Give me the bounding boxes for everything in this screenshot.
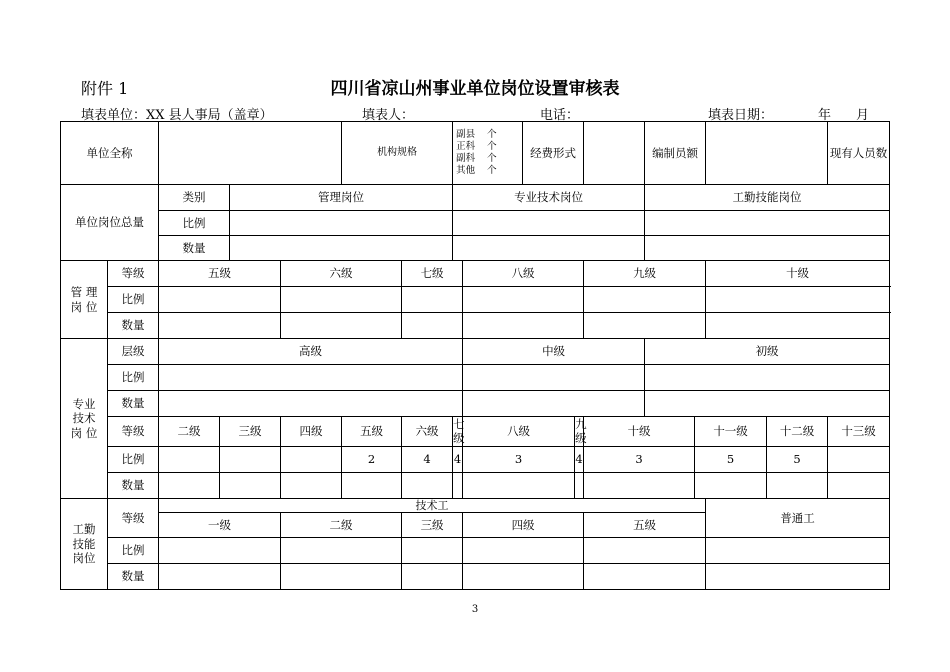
count-label: 数量 — [108, 391, 159, 417]
work-level: 一级 — [159, 512, 281, 537]
tech-tier-count-cell[interactable] — [463, 391, 645, 417]
work-ratio-cell[interactable] — [463, 537, 584, 563]
count-label: 数量 — [108, 563, 159, 589]
general-ratio-cell[interactable] — [706, 537, 890, 563]
count-label: 数量 — [108, 472, 159, 498]
rank-label: 其他 — [456, 164, 476, 176]
tech-level: 十二级 — [767, 417, 828, 447]
mgmt-count-cell[interactable] — [706, 313, 890, 339]
tech-ratio-value[interactable] — [281, 446, 342, 472]
table-row — [61, 391, 890, 417]
grade-label: 等级 — [108, 261, 159, 287]
tech-count-cell[interactable] — [453, 472, 463, 498]
rank-label: 正科 — [456, 141, 476, 153]
tech-count-cell[interactable] — [767, 472, 828, 498]
table-row — [61, 563, 890, 589]
table-row — [61, 261, 890, 287]
tier-label: 层级 — [108, 339, 159, 365]
work-level: 四级 — [463, 512, 584, 537]
tech-count-cell[interactable] — [281, 472, 342, 498]
tech-count-cell[interactable] — [159, 472, 220, 498]
staff-label: 现有人员数 — [828, 122, 890, 185]
mgmt-count-cell[interactable] — [463, 313, 584, 339]
funding-value[interactable] — [584, 122, 645, 185]
general-worker-header: 普通工 — [706, 498, 890, 537]
rank-label: 副县 — [456, 129, 476, 141]
rank-unit: 个 — [487, 164, 497, 176]
header-phone: 电话： — [540, 108, 580, 123]
tech-ratio-value[interactable]: 4 — [575, 446, 584, 472]
table-row — [61, 498, 890, 512]
mgmt-ratio-cell[interactable] — [159, 287, 281, 313]
tech-level: 八级 — [463, 417, 575, 447]
tech-ratio-value[interactable] — [159, 446, 220, 472]
tech-count-cell[interactable] — [402, 472, 453, 498]
tech-count-cell[interactable] — [342, 472, 402, 498]
mgmt-count-cell[interactable] — [230, 236, 453, 261]
table-row — [61, 236, 890, 261]
work-ratio-cell[interactable] — [281, 537, 402, 563]
tech-level: 五级 — [342, 417, 402, 447]
ratio-label: 比例 — [159, 211, 230, 236]
tech-tier-count-cell[interactable] — [645, 391, 890, 417]
rank-unit: 个 — [487, 141, 497, 153]
ratio-label: 比例 — [108, 365, 159, 391]
tech-ratio-value[interactable]: 2 — [342, 446, 402, 472]
page-number: 3 — [471, 604, 479, 615]
mgmt-post-header: 管理岗位 — [230, 185, 453, 211]
tech-tier-ratio-cell[interactable] — [645, 365, 890, 391]
tech-tier: 初级 — [645, 339, 890, 365]
work-section-label: 工勤 技能 岗位 — [61, 498, 108, 589]
ratio-label: 比例 — [108, 537, 159, 563]
quota-value[interactable] — [706, 122, 828, 185]
tech-tier: 高级 — [159, 339, 463, 365]
table-row — [61, 339, 890, 365]
mgmt-ratio-cell[interactable] — [402, 287, 463, 313]
review-table — [60, 121, 890, 590]
mgmt-level: 五级 — [159, 261, 281, 287]
mgmt-ratio-cell[interactable] — [281, 287, 402, 313]
category-label: 类别 — [159, 185, 230, 211]
ratio-label: 比例 — [108, 287, 159, 313]
tech-level: 三级 — [220, 417, 281, 447]
mgmt-ratio-cell[interactable] — [230, 211, 453, 236]
tech-tier-ratio-cell[interactable] — [463, 365, 645, 391]
tech-count-cell[interactable] — [828, 472, 890, 498]
table-row — [61, 417, 890, 447]
attachment-label: 附件 1 — [81, 79, 129, 98]
work-count-cell[interactable] — [402, 563, 463, 589]
total-label: 单位岗位总量 — [61, 185, 159, 261]
tech-level: 九级 — [575, 417, 587, 446]
tech-ratio-value[interactable]: 4 — [453, 446, 463, 472]
org-spec-label: 机构规格 — [342, 122, 453, 185]
ratio-label: 比例 — [108, 446, 159, 472]
tech-tier: 中级 — [463, 339, 645, 365]
tech-count-cell[interactable] — [695, 472, 767, 498]
mgmt-level: 八级 — [463, 261, 584, 287]
table-row — [61, 185, 890, 211]
grade-label: 等级 — [108, 417, 159, 447]
work-post-header: 工勤技能岗位 — [645, 185, 890, 211]
header-filler: 填表人： — [362, 108, 415, 123]
general-count-cell[interactable] — [706, 563, 890, 589]
header-unit: 填表单位：XX 县人事局（盖章） — [81, 108, 273, 123]
tech-count-cell[interactable] — [220, 472, 281, 498]
work-count-cell[interactable] — [584, 563, 706, 589]
work-level: 五级 — [584, 512, 706, 537]
mgmt-count-cell[interactable] — [584, 313, 706, 339]
mgmt-count-cell[interactable] — [281, 313, 402, 339]
rank-label: 副科 — [456, 153, 476, 164]
rank-list — [453, 122, 523, 185]
funding-label: 经费形式 — [523, 122, 584, 185]
mgmt-ratio-cell[interactable] — [584, 287, 706, 313]
tech-ratio-cell[interactable] — [453, 211, 645, 236]
work-count-cell[interactable] — [159, 563, 281, 589]
header-year: 年 — [818, 108, 832, 123]
tech-count-cell[interactable] — [453, 236, 645, 261]
tech-level: 二级 — [159, 417, 220, 447]
tech-level: 十三级 — [828, 417, 890, 447]
tech-section-label: 专业 技术 岗 位 — [61, 339, 108, 499]
work-level: 三级 — [402, 512, 463, 537]
tech-level: 四级 — [281, 417, 342, 447]
tech-ratio-value[interactable]: 3 — [584, 446, 695, 472]
work-ratio-cell[interactable] — [159, 537, 281, 563]
work-count-cell[interactable] — [463, 563, 584, 589]
tech-post-header: 专业技术岗位 — [453, 185, 645, 211]
tech-ratio-value[interactable] — [220, 446, 281, 472]
tech-count-cell[interactable] — [463, 472, 575, 498]
tech-ratio-value[interactable]: 3 — [463, 446, 575, 472]
mgmt-level: 六级 — [281, 261, 402, 287]
rank-unit: 个 — [487, 129, 497, 141]
header-month: 月 — [856, 108, 870, 123]
tech-tier-count-cell[interactable] — [159, 391, 463, 417]
table-row — [61, 122, 890, 185]
skilled-worker-header: 技术工 — [159, 498, 706, 512]
rank-unit: 个 — [487, 153, 497, 164]
mgmt-count-cell[interactable] — [402, 313, 463, 339]
mgmt-ratio-cell[interactable] — [463, 287, 584, 313]
page-title: 四川省凉山州事业单位岗位设置审核表 — [330, 79, 620, 99]
mgmt-ratio-cell[interactable] — [706, 287, 890, 313]
tech-level: 十一级 — [695, 417, 767, 447]
work-count-cell[interactable] — [645, 236, 890, 261]
mgmt-level: 九级 — [584, 261, 706, 287]
tech-ratio-value[interactable]: 4 — [402, 446, 453, 472]
mgmt-count-cell[interactable] — [159, 313, 281, 339]
header-date: 填表日期： — [708, 108, 774, 123]
grade-label: 等级 — [108, 498, 159, 537]
tech-tier-ratio-cell[interactable] — [159, 365, 463, 391]
table-row — [61, 211, 890, 236]
mgmt-level: 十级 — [706, 261, 890, 287]
tech-ratio-value[interactable]: 5 — [695, 446, 767, 472]
work-ratio-cell[interactable] — [645, 211, 890, 236]
table-row — [61, 365, 890, 391]
work-ratio-cell[interactable] — [584, 537, 706, 563]
count-label: 数量 — [159, 236, 230, 261]
mgmt-level: 七级 — [402, 261, 463, 287]
tech-level: 六级 — [402, 417, 453, 447]
work-count-cell[interactable] — [281, 563, 402, 589]
unit-name-value[interactable] — [159, 122, 342, 185]
tech-ratio-value[interactable] — [828, 446, 890, 472]
tech-level: 十级 — [584, 417, 695, 447]
tech-count-cell[interactable] — [584, 472, 695, 498]
unit-name-label: 单位全称 — [61, 122, 159, 185]
tech-count-cell[interactable] — [575, 472, 584, 498]
table-row — [61, 472, 890, 498]
table-row — [61, 313, 890, 339]
table-row — [61, 537, 890, 563]
quota-label: 编制员额 — [645, 122, 706, 185]
tech-ratio-value[interactable]: 5 — [767, 446, 828, 472]
count-label: 数量 — [108, 313, 159, 339]
tech-level: 七级 — [453, 417, 465, 446]
work-ratio-cell[interactable] — [402, 537, 463, 563]
work-level: 二级 — [281, 512, 402, 537]
mgmt-section-label: 管 理 岗 位 — [61, 261, 108, 339]
table-row — [61, 446, 890, 472]
table-row — [61, 287, 890, 313]
